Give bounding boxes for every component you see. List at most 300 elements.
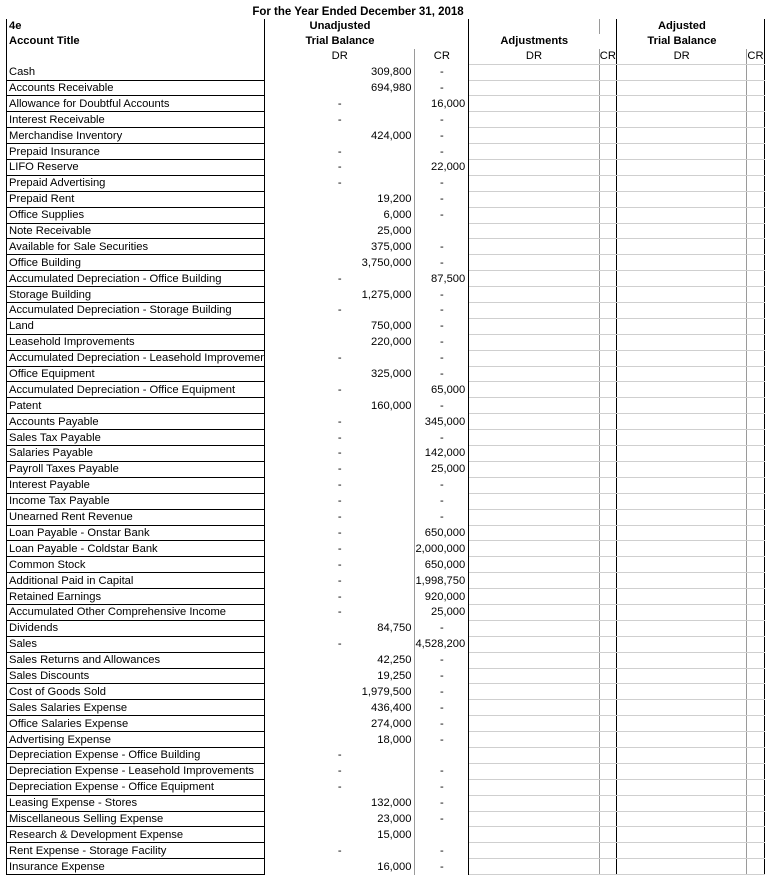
tb-dr-cell: 1,979,500 — [264, 684, 415, 700]
adj-dr-cell — [469, 287, 600, 303]
atb-cr-cell — [747, 144, 764, 160]
table-row — [7, 557, 765, 573]
tb-cr-cell: 650,000 — [415, 525, 469, 541]
tb-cr-cell: - — [415, 366, 469, 382]
atb-cr-cell — [747, 843, 764, 859]
atb-dr-cell — [616, 318, 747, 334]
adj-cr-cell — [599, 652, 616, 668]
period-title: For the Year Ended December 31, 2018 — [252, 6, 464, 18]
atb-cr-cell — [747, 160, 764, 176]
tb-dr-cell: 424,000 — [264, 128, 415, 144]
header-row-3 — [7, 49, 765, 64]
adj-dr-cell — [469, 144, 600, 160]
atb-cr-cell — [747, 255, 764, 271]
adj-cr-cell — [599, 477, 616, 493]
atb-dr-cell — [616, 64, 747, 80]
tb-cr-cell: 920,000 — [415, 589, 469, 605]
tb-dr-cell: - — [264, 160, 415, 176]
atb-dr-heading: DR — [616, 49, 747, 64]
adj-cr-heading: CR — [599, 50, 616, 63]
tb-dr-cell: 694,980 — [264, 80, 415, 96]
account-cell: Land — [7, 318, 265, 334]
adj-cr-cell — [599, 461, 616, 477]
atb-cr-cell — [747, 223, 764, 239]
atb-dr-cell — [616, 732, 747, 748]
tb-dr-cell: 1,275,000 — [264, 287, 415, 303]
account-cell: Office Building — [7, 255, 265, 271]
table-row — [7, 747, 765, 763]
account-cell: Payroll Taxes Payable — [7, 461, 265, 477]
tb-cr-cell: 87,500 — [415, 271, 469, 287]
tb-dr-cell: - — [264, 303, 415, 319]
tb-dr-cell: 84,750 — [264, 620, 415, 636]
adj-dr-cell — [469, 763, 600, 779]
adjustments-heading-a — [469, 19, 600, 34]
adj-dr-cell — [469, 96, 600, 112]
account-cell: Office Supplies — [7, 207, 265, 223]
adj-dr-cell — [469, 604, 600, 620]
atb-dr-cell — [616, 191, 747, 207]
account-cell: Depreciation Expense - Office Equipment — [7, 779, 265, 795]
table-row — [7, 716, 765, 732]
tb-cr-cell: - — [415, 493, 469, 509]
atb-dr-cell — [616, 668, 747, 684]
atb-dr-cell — [616, 795, 747, 811]
tb-heading-left — [264, 34, 415, 49]
adj-dr-cell — [469, 636, 600, 652]
table-row — [7, 271, 765, 287]
adj-dr-cell — [469, 477, 600, 493]
atb-cr-cell — [747, 795, 764, 811]
account-cell: Prepaid Rent — [7, 191, 265, 207]
adj-dr-cell — [469, 668, 600, 684]
atb-cr-cell — [747, 827, 764, 843]
adj-cr-cell — [599, 604, 616, 620]
header-row-2 — [7, 34, 765, 49]
atb-dr-cell — [616, 160, 747, 176]
table-row — [7, 700, 765, 716]
atb-cr-cell — [747, 493, 764, 509]
atb-cr-cell — [747, 589, 764, 605]
tb-dr-cell: 18,000 — [264, 732, 415, 748]
table-row — [7, 287, 765, 303]
account-cell: Office Salaries Expense — [7, 716, 265, 732]
tb-cr-cell: 25,000 — [415, 604, 469, 620]
adj-cr-cell — [599, 493, 616, 509]
table-row — [7, 175, 765, 191]
atb-dr-cell — [616, 763, 747, 779]
tb-dr-cell: - — [264, 144, 415, 160]
header-unadjusted_line2: Trial Balance — [305, 35, 375, 48]
account-cell: Merchandise Inventory — [7, 128, 265, 144]
atb-heading-left — [616, 34, 747, 49]
tb-dr-cell: - — [264, 382, 415, 398]
adjusted-heading-b — [747, 19, 764, 34]
atb-dr-cell — [616, 175, 747, 191]
adj-dr-cell — [469, 255, 600, 271]
account-cell: Cost of Goods Sold — [7, 684, 265, 700]
tb-cr-cell: 345,000 — [415, 414, 469, 430]
atb-dr-cell — [616, 811, 747, 827]
tb-cr-cell: - — [415, 303, 469, 319]
adj-dr-cell — [469, 207, 600, 223]
adj-dr-cell — [469, 398, 600, 414]
tb-cr-cell — [415, 747, 469, 763]
account-cell: Loan Payable - Onstar Bank — [7, 525, 265, 541]
adj-cr-cell — [599, 318, 616, 334]
tb-cr-cell: - — [415, 763, 469, 779]
tb-dr-cell: - — [264, 175, 415, 191]
adj-cr-cell — [599, 414, 616, 430]
atb-cr-cell — [747, 318, 764, 334]
tb-dr-cell: - — [264, 843, 415, 859]
account-cell: Depreciation Expense - Office Building — [7, 747, 265, 763]
adj-dr-cell — [469, 684, 600, 700]
adj-cr-cell — [599, 382, 616, 398]
table-row — [7, 668, 765, 684]
tb-dr-cell: - — [264, 557, 415, 573]
tb-dr-cell: 19,250 — [264, 668, 415, 684]
account-cell: Accumulated Depreciation - Leasehold Improvemer — [7, 350, 265, 366]
edition-label: 4e — [7, 19, 265, 34]
atb-cr-cell — [747, 207, 764, 223]
adj-dr-cell — [469, 827, 600, 843]
tb-cr-cell: - — [415, 255, 469, 271]
adj-cr-cell — [599, 859, 616, 875]
tb-dr-cell: - — [264, 414, 415, 430]
atb-dr-cell — [616, 96, 747, 112]
atb-dr-cell — [616, 271, 747, 287]
atb-cr-cell — [747, 604, 764, 620]
tb-dr-cell: - — [264, 96, 415, 112]
adj-dr-cell — [469, 620, 600, 636]
tb-cr-cell: - — [415, 430, 469, 446]
tb-dr-cell: 309,800 — [264, 64, 415, 80]
tb-dr-cell: - — [264, 747, 415, 763]
adj-dr-cell — [469, 382, 600, 398]
table-row — [7, 144, 765, 160]
table-row — [7, 636, 765, 652]
adj-cr-cell — [599, 398, 616, 414]
atb-cr-cell — [747, 96, 764, 112]
atb-cr-cell — [747, 763, 764, 779]
tb-cr-cell: - — [415, 795, 469, 811]
table-row — [7, 430, 765, 446]
tb-cr-cell: - — [415, 207, 469, 223]
tb-cr-cell: - — [415, 477, 469, 493]
atb-cr-cell — [747, 350, 764, 366]
atb-cr-cell — [747, 747, 764, 763]
account-cell: Allowance for Doubtful Accounts — [7, 96, 265, 112]
atb-dr-cell — [616, 779, 747, 795]
adj-dr-cell — [469, 732, 600, 748]
tb-cr-cell: - — [415, 398, 469, 414]
adj-dr-cell — [469, 509, 600, 525]
account-cell: Additional Paid in Capital — [7, 573, 265, 589]
tb-cr-cell: - — [415, 175, 469, 191]
atb-cr-cell — [747, 668, 764, 684]
account-cell: Dividends — [7, 620, 265, 636]
account-cell: Interest Receivable — [7, 112, 265, 128]
tb-dr-cell: 375,000 — [264, 239, 415, 255]
adj-cr-cell — [599, 128, 616, 144]
adj-cr-cell — [599, 541, 616, 557]
atb-heading-right — [747, 34, 764, 49]
adj-cr-cell — [599, 239, 616, 255]
adj-dr-cell — [469, 271, 600, 287]
table-row — [7, 160, 765, 176]
adj-dr-cell — [469, 112, 600, 128]
tb-cr-cell: 2,000,000 — [415, 541, 469, 557]
atb-cr-cell — [747, 334, 764, 350]
tb-dr-cell: - — [264, 493, 415, 509]
table-row — [7, 255, 765, 271]
adj-dr-cell — [469, 350, 600, 366]
account-cell: Storage Building — [7, 287, 265, 303]
atb-dr-cell — [616, 684, 747, 700]
tb-cr-cell: 65,000 — [415, 382, 469, 398]
tb-cr-cell: 1,998,750 — [415, 573, 469, 589]
atb-dr-cell — [616, 350, 747, 366]
adj-cr-cell — [599, 160, 616, 176]
table-row — [7, 763, 765, 779]
atb-dr-cell — [616, 207, 747, 223]
account-cell: Sales — [7, 636, 265, 652]
tb-cr-cell: 16,000 — [415, 96, 469, 112]
atb-cr-cell — [747, 382, 764, 398]
tb-cr-cell — [415, 223, 469, 239]
account-cell: LIFO Reserve — [7, 160, 265, 176]
adj-heading-left — [469, 34, 600, 49]
tb-cr-cell: - — [415, 700, 469, 716]
unadjusted-heading-b — [415, 19, 469, 34]
atb-dr-cell — [616, 493, 747, 509]
table-row — [7, 509, 765, 525]
tb-cr-cell: 25,000 — [415, 461, 469, 477]
table-row — [7, 541, 765, 557]
tb-dr-cell: 6,000 — [264, 207, 415, 223]
adj-cr-cell — [599, 144, 616, 160]
account-cell: Sales Tax Payable — [7, 430, 265, 446]
atb-dr-cell — [616, 382, 747, 398]
atb-dr-cell — [616, 398, 747, 414]
atb-cr-cell — [747, 684, 764, 700]
tb-dr-cell: - — [264, 525, 415, 541]
account-cell: Prepaid Advertising — [7, 175, 265, 191]
adj-cr-cell — [599, 620, 616, 636]
adj-dr-cell — [469, 430, 600, 446]
account-cell: Accumulated Depreciation - Storage Building — [7, 303, 265, 319]
atb-dr-cell — [616, 604, 747, 620]
table-row — [7, 398, 765, 414]
atb-cr-cell — [747, 636, 764, 652]
header-row-1 — [7, 19, 765, 34]
adj-dr-cell — [469, 461, 600, 477]
table-row — [7, 303, 765, 319]
table-row — [7, 191, 765, 207]
adj-cr-cell — [599, 843, 616, 859]
trial-balance-table — [6, 19, 765, 875]
account-cell: Sales Salaries Expense — [7, 700, 265, 716]
tb-dr-cell: - — [264, 271, 415, 287]
tb-cr-cell: - — [415, 652, 469, 668]
account-cell: Depreciation Expense - Leasehold Improvements — [7, 763, 265, 779]
tb-dr-cell: - — [264, 509, 415, 525]
atb-cr-cell — [747, 128, 764, 144]
table-row — [7, 604, 765, 620]
table-row — [7, 652, 765, 668]
adj-cr-cell — [599, 732, 616, 748]
tb-cr-cell: 650,000 — [415, 557, 469, 573]
blank-heading — [7, 49, 265, 64]
atb-cr-cell — [747, 573, 764, 589]
account-cell: Leasehold Improvements — [7, 334, 265, 350]
adj-cr-cell — [599, 271, 616, 287]
adj-cr-cell — [599, 589, 616, 605]
atb-dr-cell — [616, 287, 747, 303]
account-cell: Accounts Receivable — [7, 80, 265, 96]
atb-cr-cell — [747, 303, 764, 319]
adj-cr-cell — [599, 255, 616, 271]
tb-dr-cell: - — [264, 573, 415, 589]
adj-cr-cell — [599, 509, 616, 525]
atb-dr-cell — [616, 652, 747, 668]
adj-cr-cell — [599, 175, 616, 191]
adj-cr-cell — [599, 446, 616, 462]
atb-cr-cell — [747, 859, 764, 875]
atb-dr-cell — [616, 128, 747, 144]
tb-dr-cell: 160,000 — [264, 398, 415, 414]
adj-cr-cell — [599, 430, 616, 446]
tb-cr-cell: 4,528,200 — [415, 636, 469, 652]
atb-dr-cell — [616, 144, 747, 160]
tb-cr-cell: - — [415, 668, 469, 684]
table-row — [7, 620, 765, 636]
atb-cr-cell — [747, 477, 764, 493]
account-cell: Note Receivable — [7, 223, 265, 239]
table-row — [7, 493, 765, 509]
atb-dr-cell — [616, 747, 747, 763]
adj-cr-cell — [599, 779, 616, 795]
account-cell: Advertising Expense — [7, 732, 265, 748]
tb-dr-cell: - — [264, 461, 415, 477]
adj-dr-cell — [469, 700, 600, 716]
tb-cr-cell: - — [415, 112, 469, 128]
adj-cr-cell — [599, 191, 616, 207]
atb-dr-cell — [616, 303, 747, 319]
atb-dr-cell — [616, 223, 747, 239]
atb-cr-cell — [747, 716, 764, 732]
atb-cr-cell — [747, 366, 764, 382]
adj-dr-cell — [469, 318, 600, 334]
atb-dr-cell — [616, 541, 747, 557]
tb-dr-cell: 15,000 — [264, 827, 415, 843]
adj-dr-cell — [469, 80, 600, 96]
atb-cr-cell — [747, 239, 764, 255]
atb-dr-cell — [616, 557, 747, 573]
adj-dr-cell — [469, 557, 600, 573]
tb-dr-cell: 16,000 — [264, 859, 415, 875]
tb-dr-cell: 274,000 — [264, 716, 415, 732]
tb-cr-cell: - — [415, 732, 469, 748]
title-row — [0, 5, 713, 19]
atb-dr-cell — [616, 843, 747, 859]
atb-dr-cell — [616, 255, 747, 271]
table-row — [7, 573, 765, 589]
atb-dr-cell — [616, 620, 747, 636]
adj-dr-cell — [469, 716, 600, 732]
table-row — [7, 589, 765, 605]
atb-dr-cell — [616, 366, 747, 382]
tb-dr-cell: - — [264, 350, 415, 366]
header-adjusted_line2: Trial Balance — [647, 35, 717, 48]
tb-cr-cell: - — [415, 334, 469, 350]
account-cell: Unearned Rent Revenue — [7, 509, 265, 525]
account-cell: Research & Development Expense — [7, 827, 265, 843]
adj-cr-cell — [599, 573, 616, 589]
atb-cr-cell — [747, 80, 764, 96]
atb-dr-cell — [616, 414, 747, 430]
adj-cr-cell — [599, 684, 616, 700]
atb-cr-heading: CR — [747, 50, 764, 63]
tb-dr-cell: - — [264, 477, 415, 493]
atb-cr-cell — [747, 700, 764, 716]
atb-dr-cell — [616, 573, 747, 589]
adj-cr-cell — [599, 716, 616, 732]
adjustments-heading-b — [599, 19, 616, 34]
tb-dr-cell: - — [264, 636, 415, 652]
adj-dr-cell — [469, 175, 600, 191]
adj-dr-cell — [469, 859, 600, 875]
table-row — [7, 414, 765, 430]
atb-cr-cell — [747, 191, 764, 207]
atb-dr-cell — [616, 636, 747, 652]
adj-dr-cell — [469, 239, 600, 255]
atb-dr-cell — [616, 525, 747, 541]
tb-dr-cell: 220,000 — [264, 334, 415, 350]
atb-cr-cell — [747, 446, 764, 462]
unadjusted-heading-a — [264, 19, 415, 34]
account-cell: Accumulated Depreciation - Office Equipment — [7, 382, 265, 398]
table-row — [7, 64, 765, 80]
atb-cr-cell — [747, 525, 764, 541]
atb-dr-cell — [616, 112, 747, 128]
table-row — [7, 827, 765, 843]
table-row — [7, 350, 765, 366]
tb-cr-cell: - — [415, 620, 469, 636]
adjusted-heading-a — [616, 19, 747, 34]
tb-dr-cell: - — [264, 430, 415, 446]
adj-cr-cell — [599, 827, 616, 843]
adj-cr-cell — [599, 557, 616, 573]
adj-dr-cell — [469, 64, 600, 80]
adj-heading-right — [599, 34, 616, 49]
table-row — [7, 477, 765, 493]
adj-cr-cell — [599, 287, 616, 303]
table-row — [7, 446, 765, 462]
account-title-heading: Account Title — [7, 34, 265, 49]
table-row — [7, 684, 765, 700]
tb-cr-cell: - — [415, 859, 469, 875]
tb-dr-cell: 42,250 — [264, 652, 415, 668]
adj-dr-cell — [469, 191, 600, 207]
account-cell: Accounts Payable — [7, 414, 265, 430]
atb-cr-cell — [747, 811, 764, 827]
tb-dr-cell: 132,000 — [264, 795, 415, 811]
account-cell: Loan Payable - Coldstar Bank — [7, 541, 265, 557]
tb-cr-cell: - — [415, 716, 469, 732]
atb-cr-cell — [747, 461, 764, 477]
